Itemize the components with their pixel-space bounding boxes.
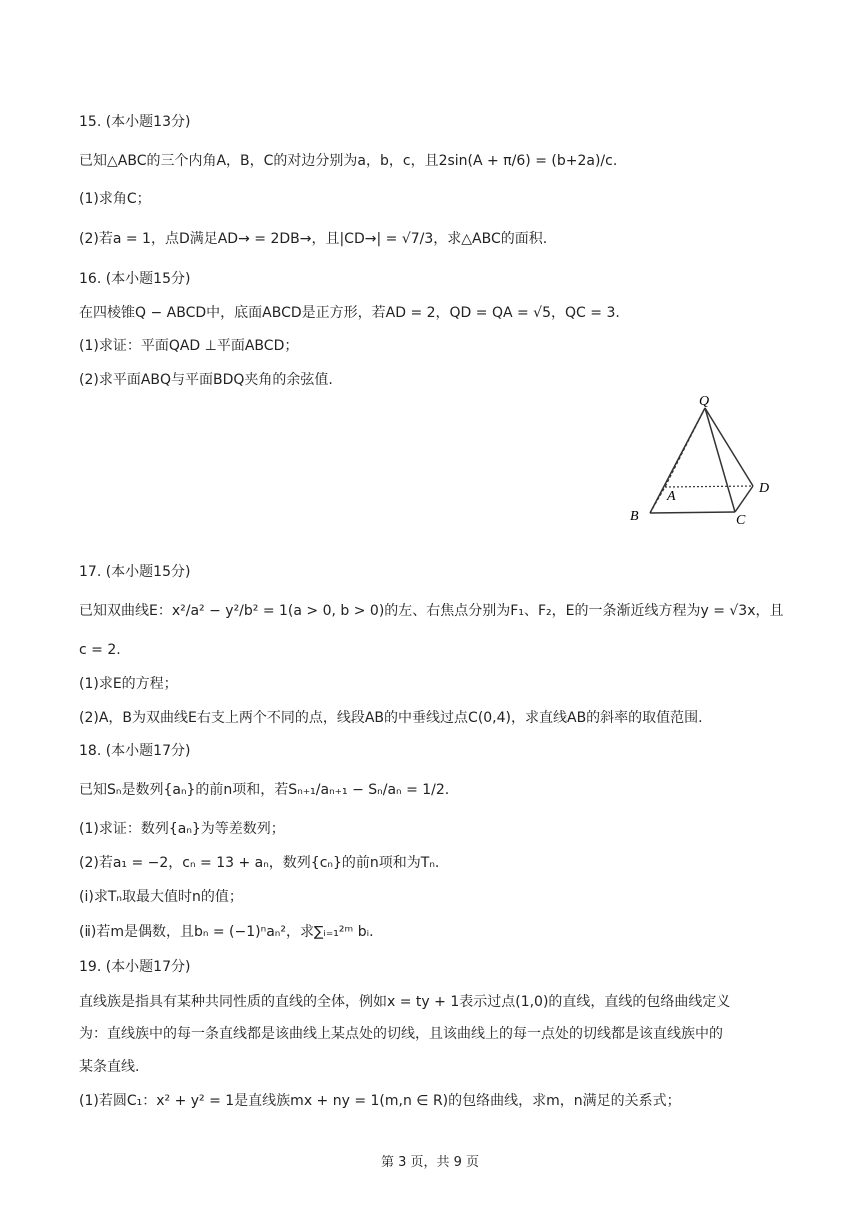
label-b: B bbox=[630, 509, 639, 524]
problem-17-question-1: (1)求E的方程； bbox=[79, 676, 178, 692]
label-d: D bbox=[759, 481, 770, 496]
problem-16-title: 16. (本小题15分) bbox=[79, 271, 191, 287]
problem-17-question-2: (2)A，B为双曲线E右支上两个不同的点，线段AB的中垂线过点C(0,4)，求直线AB的斜率的取值范围. bbox=[79, 710, 703, 726]
problem-17-stem: 已知双曲线E：x²/a² − y²/b² = 1(a > 0, b > 0)的左、右焦点分别为F₁、F₂，E的一条渐近线方程为y = √3x，且 bbox=[79, 603, 784, 619]
label-a: A bbox=[667, 489, 676, 504]
problem-18-question-2ii: (ⅱ)若m是偶数，且bₙ = (−1)ⁿaₙ²，求∑ᵢ₌₁²ᵐ bᵢ. bbox=[79, 924, 374, 940]
problem-19-stem-line-1: 直线族是指具有某种共同性质的直线的全体，例如x = ty + 1表示过点(1,0)的直线，直线的包络曲线定义 bbox=[79, 994, 731, 1010]
page-footer: 第 3 页，共 9 页 bbox=[380, 1155, 480, 1170]
label-q: Q bbox=[699, 394, 710, 409]
problem-17-title: 17. (本小题15分) bbox=[79, 564, 191, 580]
problem-15-question-2: (2)若a = 1，点D满足AD→ = 2DB→，且|CD→| = √7/3，求△ABC的面积. bbox=[79, 231, 548, 247]
label-c: C bbox=[736, 513, 746, 528]
problem-16-question-2: (2)求平面ABQ与平面BDQ夹角的余弦值. bbox=[79, 372, 333, 388]
problem-19-stem-line-3: 某条直线. bbox=[79, 1059, 140, 1075]
problem-15-stem: 已知△ABC的三个内角A，B，C的对边分别为a，b，c，且2sin(A + π/6) = (b+2a)/c. bbox=[79, 153, 618, 169]
problem-19-question-1: (1)若圆C₁：x² + y² = 1是直线族mx + ny = 1(m,n ∈ R)的包络曲线，求m，n满足的关系式； bbox=[79, 1093, 681, 1109]
problem-18-question-2: (2)若a₁ = −2，cₙ = 13 + aₙ，数列{cₙ}的前n项和为Tₙ. bbox=[79, 855, 440, 871]
problem-18-question-2i: (ⅰ)求Tₙ取最大值时n的值； bbox=[79, 889, 243, 905]
problem-18-question-1: (1)求证：数列{aₙ}为等差数列； bbox=[79, 821, 285, 837]
problem-19-stem-line-2: 为：直线族中的每一条直线都是该曲线上某点处的切线，且该曲线上的每一点处的切线都是该直线族中的 bbox=[79, 1026, 723, 1042]
pyramid-figure bbox=[620, 390, 790, 530]
problem-18-stem: 已知Sₙ是数列{aₙ}的前n项和，若Sₙ₊₁/aₙ₊₁ − Sₙ/aₙ = 1/2. bbox=[79, 782, 450, 798]
problem-19-title: 19. (本小题17分) bbox=[79, 959, 191, 975]
problem-16-stem: 在四棱锥Q − ABCD中，底面ABCD是正方形，若AD = 2，QD = QA = √5，QC = 3. bbox=[79, 305, 620, 321]
problem-18-title: 18. (本小题17分) bbox=[79, 743, 191, 759]
problem-15-question-1: (1)求角C； bbox=[79, 191, 151, 207]
problem-16-question-1: (1)求证：平面QAD ⊥平面ABCD； bbox=[79, 338, 299, 354]
problem-15-title: 15. (本小题13分) bbox=[79, 114, 191, 130]
problem-17-stem-cont: c = 2. bbox=[79, 642, 121, 658]
